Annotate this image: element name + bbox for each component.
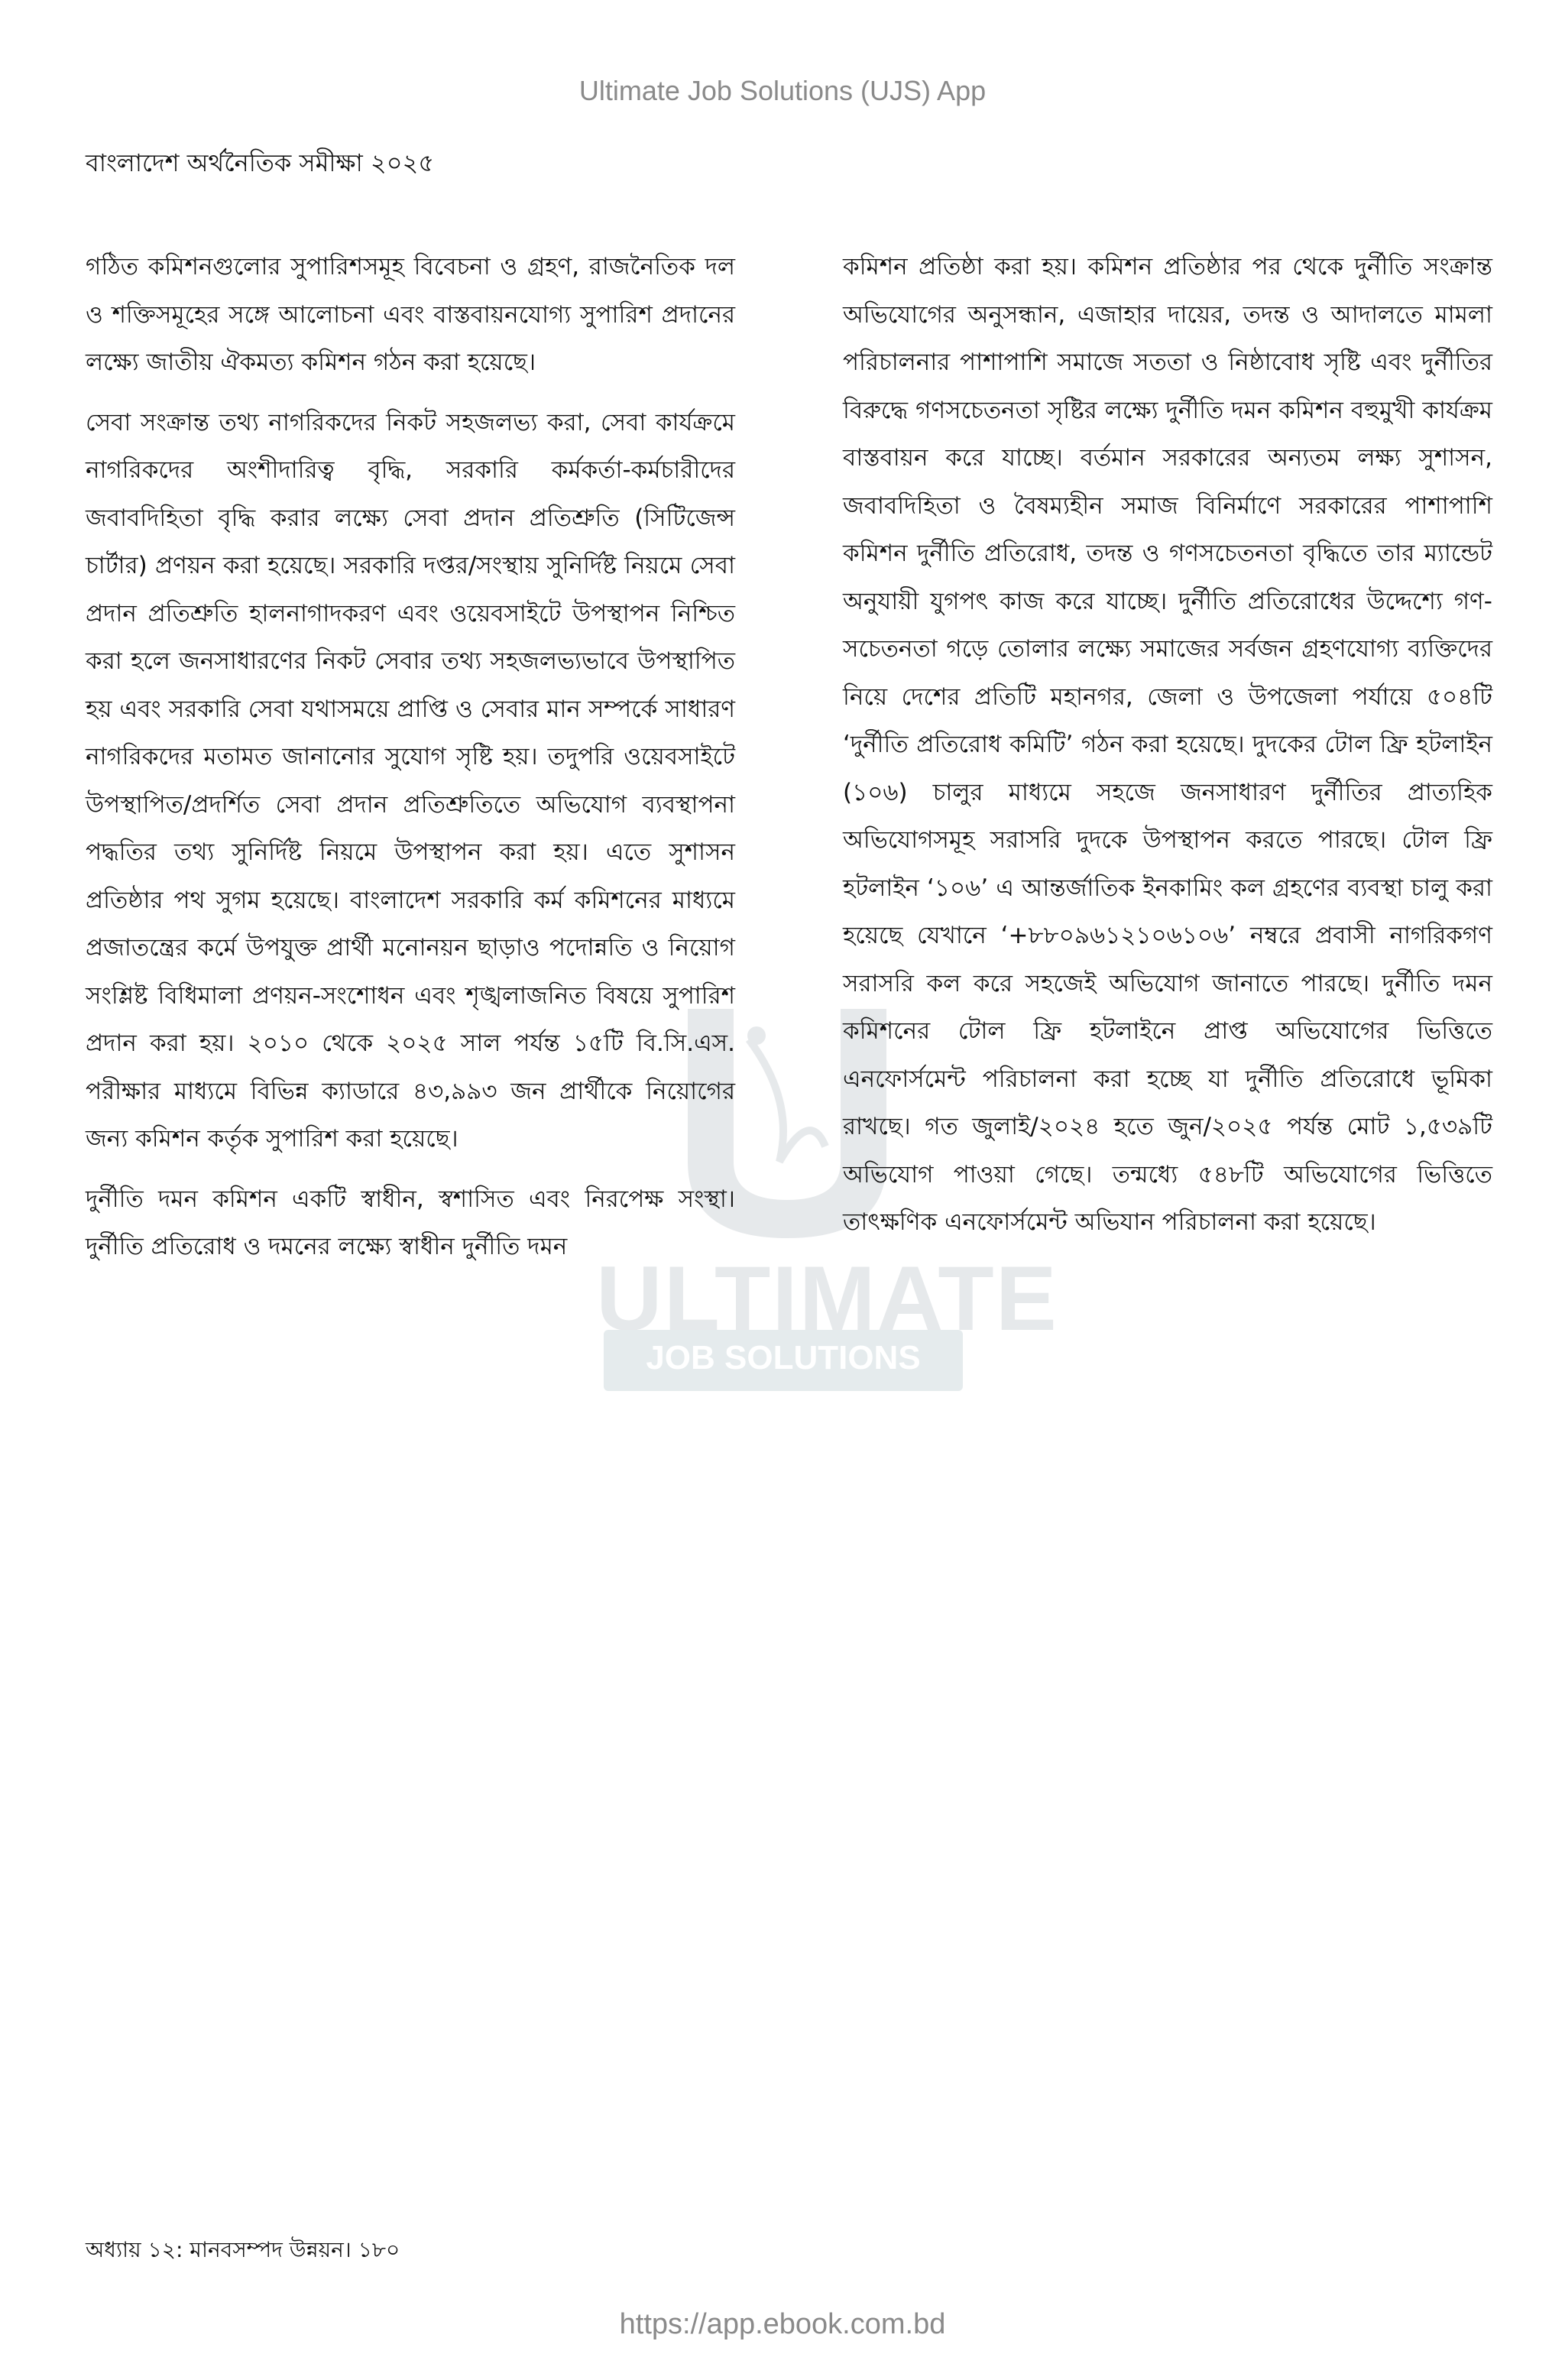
watermark-band [604, 1330, 963, 1391]
watermark-word: ULTIMATE [596, 1247, 1058, 1350]
page-footer: অধ্যায় ১২: মানবসম্পদ উন্নয়ন। ১৮০ [86, 2237, 400, 2262]
paragraph: সেবা সংক্রান্ত তথ্য নাগরিকদের নিকট সহজলভ্য করা, সেবা কার্যক্রমে নাগরিকদের অংশীদারিত্ব বৃদ্ধি, সরকারি কর্মকর্তা-কর্মচারীদের জবাবদিহিতা বৃদ্ধি করার লক্ষ্যে সেবা প্রদান প্রতিশ্রুতি (সিটিজেন্স চার্টার) প্রণয়ন করা হয়েছে। সরকারি দপ্তর/সংস্থায় সুনির্দিষ্ট নিয়মে সেবা প্রদান প্রতিশ্রুতি হালনাগাদকরণ এবং ওয়েবসাইটে উপস্থাপন নিশ্চিত করা হলে জনসাধারণের নিকট সেবার তথ্য সহজলভ্যভাবে উপস্থাপিত হয় এবং সরকারি সেবা যথাসময়ে প্রাপ্তি ও সেবার মান সম্পর্কে সাধারণ নাগরিকদের মতামত জানানোর সুযোগ সৃষ্টি হয়। তদুপরি ওয়েবসাইটে উপস্থাপিত/প্রদর্শিত সেবা প্রদান প্রতিশ্রুতিতে অভিযোগ ব্যবস্থাপনা পদ্ধতির তথ্য সুনির্দিষ্ট নিয়মে উপস্থাপন করা হয়। এতে সুশাসন প্রতিষ্ঠার পথ সুগম হয়েছে। বাংলাদেশ সরকারি কর্ম কমিশনের মাধ্যমে প্রজাতন্ত্রের কর্মে উপযুক্ত প্রার্থী মনোনয়ন ছাড়াও পদোন্নতি ও নিয়োগ সংশ্লিষ্ট বিধিমালা প্রণয়ন-সংশোধন এবং শৃঙ্খলাজনিত বিষয়ে সুপারিশ প্রদান করা হয়। ২০১০ থেকে ২০২৫ সাল পর্যন্ত ১৫টি বি.সি.এস. পরীক্ষার মাধ্যমে বিভিন্ন ক্যাডারে ৪৩,৯৯৩ জন প্রার্থীকে নিয়োগের জন্য কমিশন কর্তৃক সুপারিশ করা হয়েছে। [86, 408, 735, 1153]
paragraph: কমিশন প্রতিষ্ঠা করা হয়। কমিশন প্রতিষ্ঠার পর থেকে দুর্নীতি সংক্রান্ত অভিযোগের অনুসন্ধান, এজাহার দায়ের, তদন্ত ও আদালতে মামলা পরিচালনার পাশাপাশি সমাজে সততা ও নিষ্ঠাবোধ সৃষ্টি এবং দুর্নীতির বিরুদ্ধে গণসচেতনতা সৃষ্টির লক্ষ্যে দুর্নীতি দমন কমিশন বহুমুখী কার্যক্রম বাস্তবায়ন করে যাচ্ছে। বর্তমান সরকারের অন্যতম লক্ষ্য সুশাসন, জবাবদিহিতা ও বৈষম্যহীন সমাজ বিনির্মাণে সরকারের পাশাপাশি কমিশন দুর্নীতি প্রতিরোধ, তদন্ত ও গণসচেতনতা বৃদ্ধিতে তার ম্যান্ডেট অনুযায়ী যুগপৎ কাজ করে যাচ্ছে। দুর্নীতি প্রতিরোধের উদ্দেশ্যে গণ-সচেতনতা গড়ে তোলার লক্ষ্যে সমাজের সর্বজন গ্রহণযোগ্য ব্যক্তিদের নিয়ে দেশের প্রতিটি মহানগর, জেলা ও উপজেলা পর্যায়ে ৫০৪টি ‘দুর্নীতি প্রতিরোধ কমিটি’ গঠন করা হয়েছে। দুদকের টোল ফ্রি হটলাইন (১০৬) চালুর মাধ্যমে সহজে জনসাধারণ দুর্নীতির প্রাত্যহিক অভিযোগসমূহ সরাসরি দুদকে উপস্থাপন করতে পারছে। টোল ফ্রি হটলাইন ‘১০৬’ এ আন্তর্জাতিক ইনকামিং কল গ্রহণের ব্যবস্থা চালু করা হয়েছে যেখানে ‘+৮৮০৯৬১২১০৬১০৬’ নম্বরে প্রবাসী নাগরিকগণ সরাসরি কল করে সহজেই অভিযোগ জানাতে পারছে। দুর্নীতি দমন কমিশনের টোল ফ্রি হটলাইনে প্রাপ্ত অভিযোগের ভিত্তিতে এনফোর্সমেন্ট পরিচালনা করা হচ্ছে যা দুর্নীতি প্রতিরোধে ভূমিকা রাখছে। গত জুলাই/২০২৪ হতে জুন/২০২৫ পর্যন্ত মোট ১,৫৩৯টি অভিযোগ পাওয়া গেছে। তন্মধ্যে ৫৪৮টি অভিযোগের ভিত্তিতে তাৎক্ষণিক এনফোর্সমেন্ট অভিযান পরিচালনা করা হয়েছে। [843, 253, 1492, 1236]
paragraph: গঠিত কমিশনগুলোর সুপারিশসমূহ বিবেচনা ও গ্রহণ, রাজনৈতিক দল ও শক্তিসমূহের সঙ্গে আলোচনা এবং বাস্তবায়নযোগ্য সুপারিশ প্রদানের লক্ষ্যে জাতীয় ঐকমত্য কমিশন গঠন করা হয়েছে। [86, 253, 735, 376]
source-url: https://app.ebook.com.bd [619, 2308, 946, 2340]
paragraph: দুর্নীতি দমন কমিশন একটি স্বাধীন, স্বশাসিত এবং নিরপেক্ষ সংস্থা। দুর্নীতি প্রতিরোধ ও দমনের লক্ষ্যে স্বাধীন দুর্নীতি দমন [86, 1185, 735, 1260]
watermark-tagline: JOB SOLUTIONS [646, 1339, 921, 1376]
left-column [86, 243, 735, 1283]
app-title: Ultimate Job Solutions (UJS) App [578, 75, 987, 106]
running-head: বাংলাদেশ অর্থনৈতিক সমীক্ষা ২০২৫ [86, 148, 435, 177]
right-column [843, 243, 1492, 1259]
